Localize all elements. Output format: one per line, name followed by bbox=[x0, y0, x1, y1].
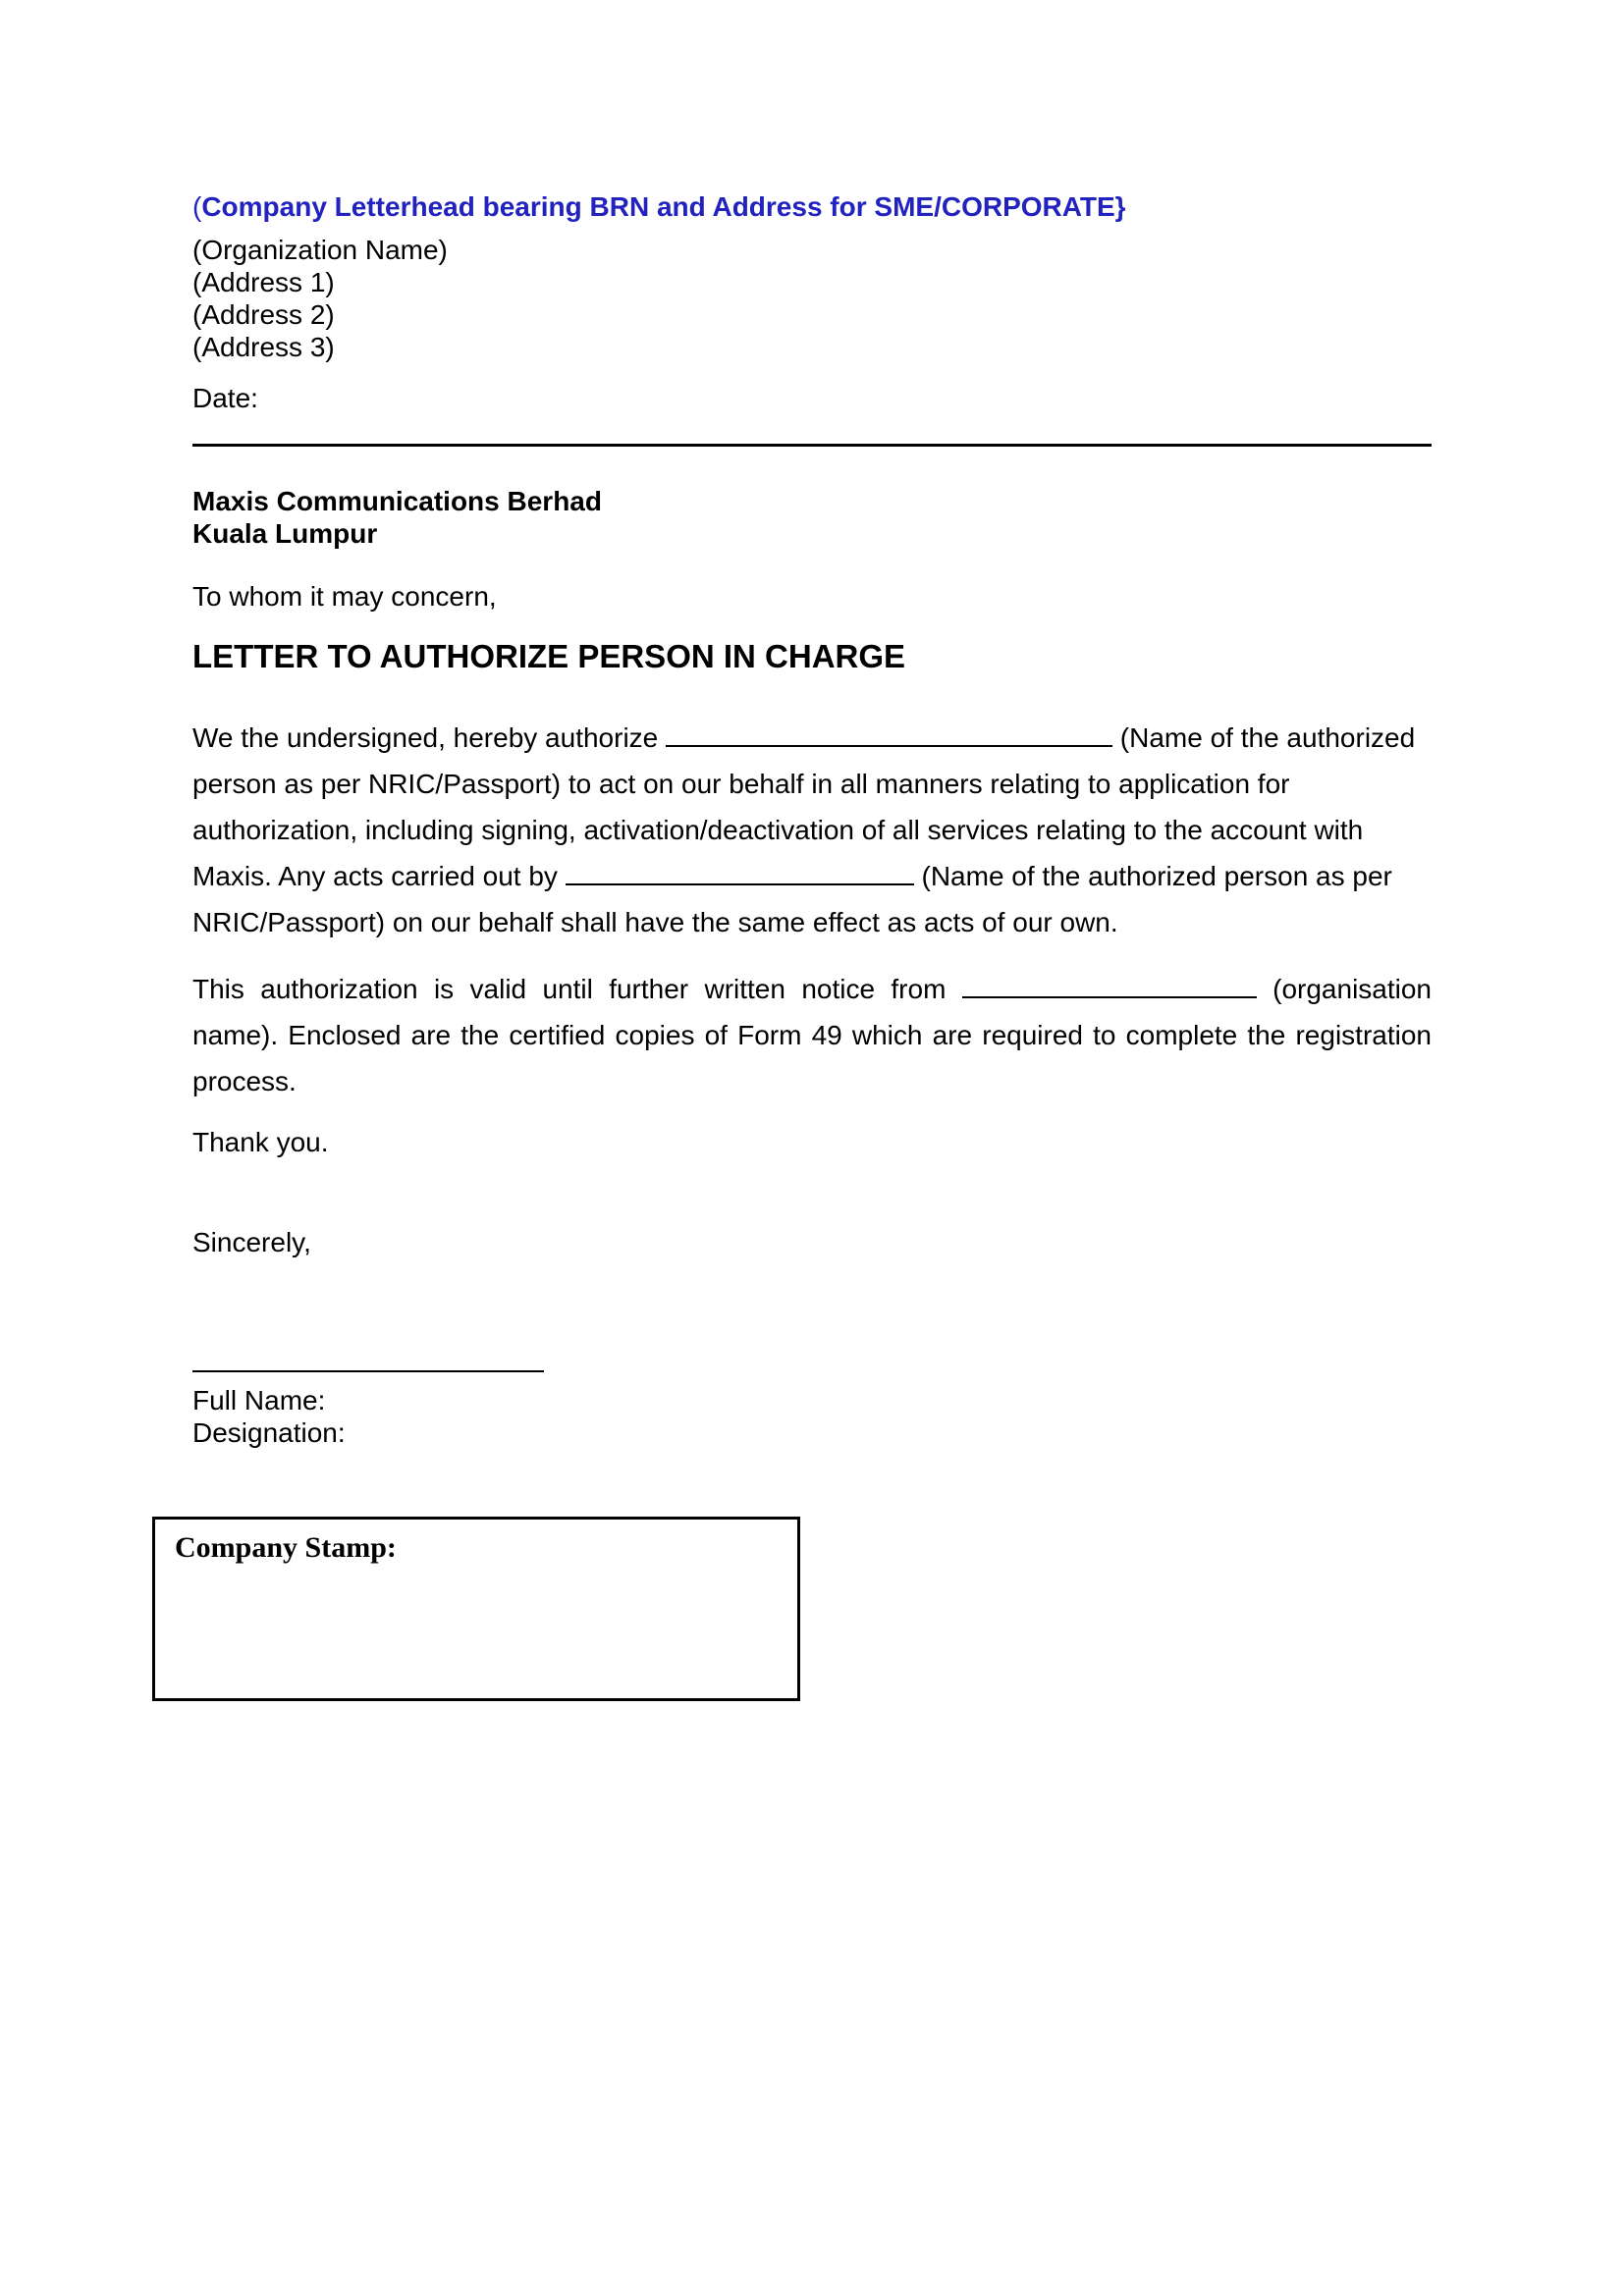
designation-label: Designation: bbox=[192, 1417, 346, 1448]
address-line-organization: (Organization Name) bbox=[192, 235, 448, 265]
date-label: Date: bbox=[192, 383, 258, 413]
thank-you-line: Thank you. bbox=[192, 1127, 329, 1157]
horizontal-divider bbox=[192, 444, 1432, 447]
closing-line: Sincerely, bbox=[192, 1227, 311, 1257]
fill-in-blank bbox=[962, 972, 1257, 998]
fill-in-blank bbox=[666, 721, 1112, 747]
letterhead-address-block bbox=[192, 234, 1432, 363]
recipient-city: Kuala Lumpur bbox=[192, 518, 378, 549]
signature-line bbox=[192, 1370, 544, 1372]
letterhead-open-paren: ( bbox=[192, 191, 202, 222]
address-line-2: (Address 2) bbox=[192, 299, 335, 330]
body-paragraph-authorization: We the undersigned, hereby authorize (Name of the authorized person as per NRIC/Passport) to act on our behalf in all manners relating to application for authorization, including signing, activation/deactivation of all services relating to the account with Maxis. Any acts carried out by (Name of the authorized person as per NRIC/Passport) on our behalf shall have the same effect as acts of our own. bbox=[192, 715, 1432, 945]
address-line-1: (Address 1) bbox=[192, 267, 335, 297]
salutation: To whom it may concern, bbox=[192, 581, 497, 612]
fill-in-blank bbox=[566, 859, 914, 885]
company-stamp-label: Company Stamp: bbox=[175, 1531, 397, 1564]
full-name-label: Full Name: bbox=[192, 1385, 326, 1415]
letter-title: LETTER TO AUTHORIZE PERSON IN CHARGE bbox=[192, 638, 906, 674]
company-stamp-box bbox=[152, 1517, 800, 1701]
recipient-block bbox=[192, 485, 1432, 550]
address-line-3: (Address 3) bbox=[192, 332, 335, 362]
letterhead-heading-text: Company Letterhead bearing BRN and Address for SME/CORPORATE} bbox=[201, 191, 1126, 222]
recipient-name: Maxis Communications Berhad bbox=[192, 486, 602, 516]
body-paragraph-validity: This authorization is valid until further written notice from (organisation name). Enclosed are the certified copies of Form 49 which are required to complete the registration process. bbox=[192, 966, 1432, 1104]
letterhead-heading bbox=[192, 190, 1432, 224]
